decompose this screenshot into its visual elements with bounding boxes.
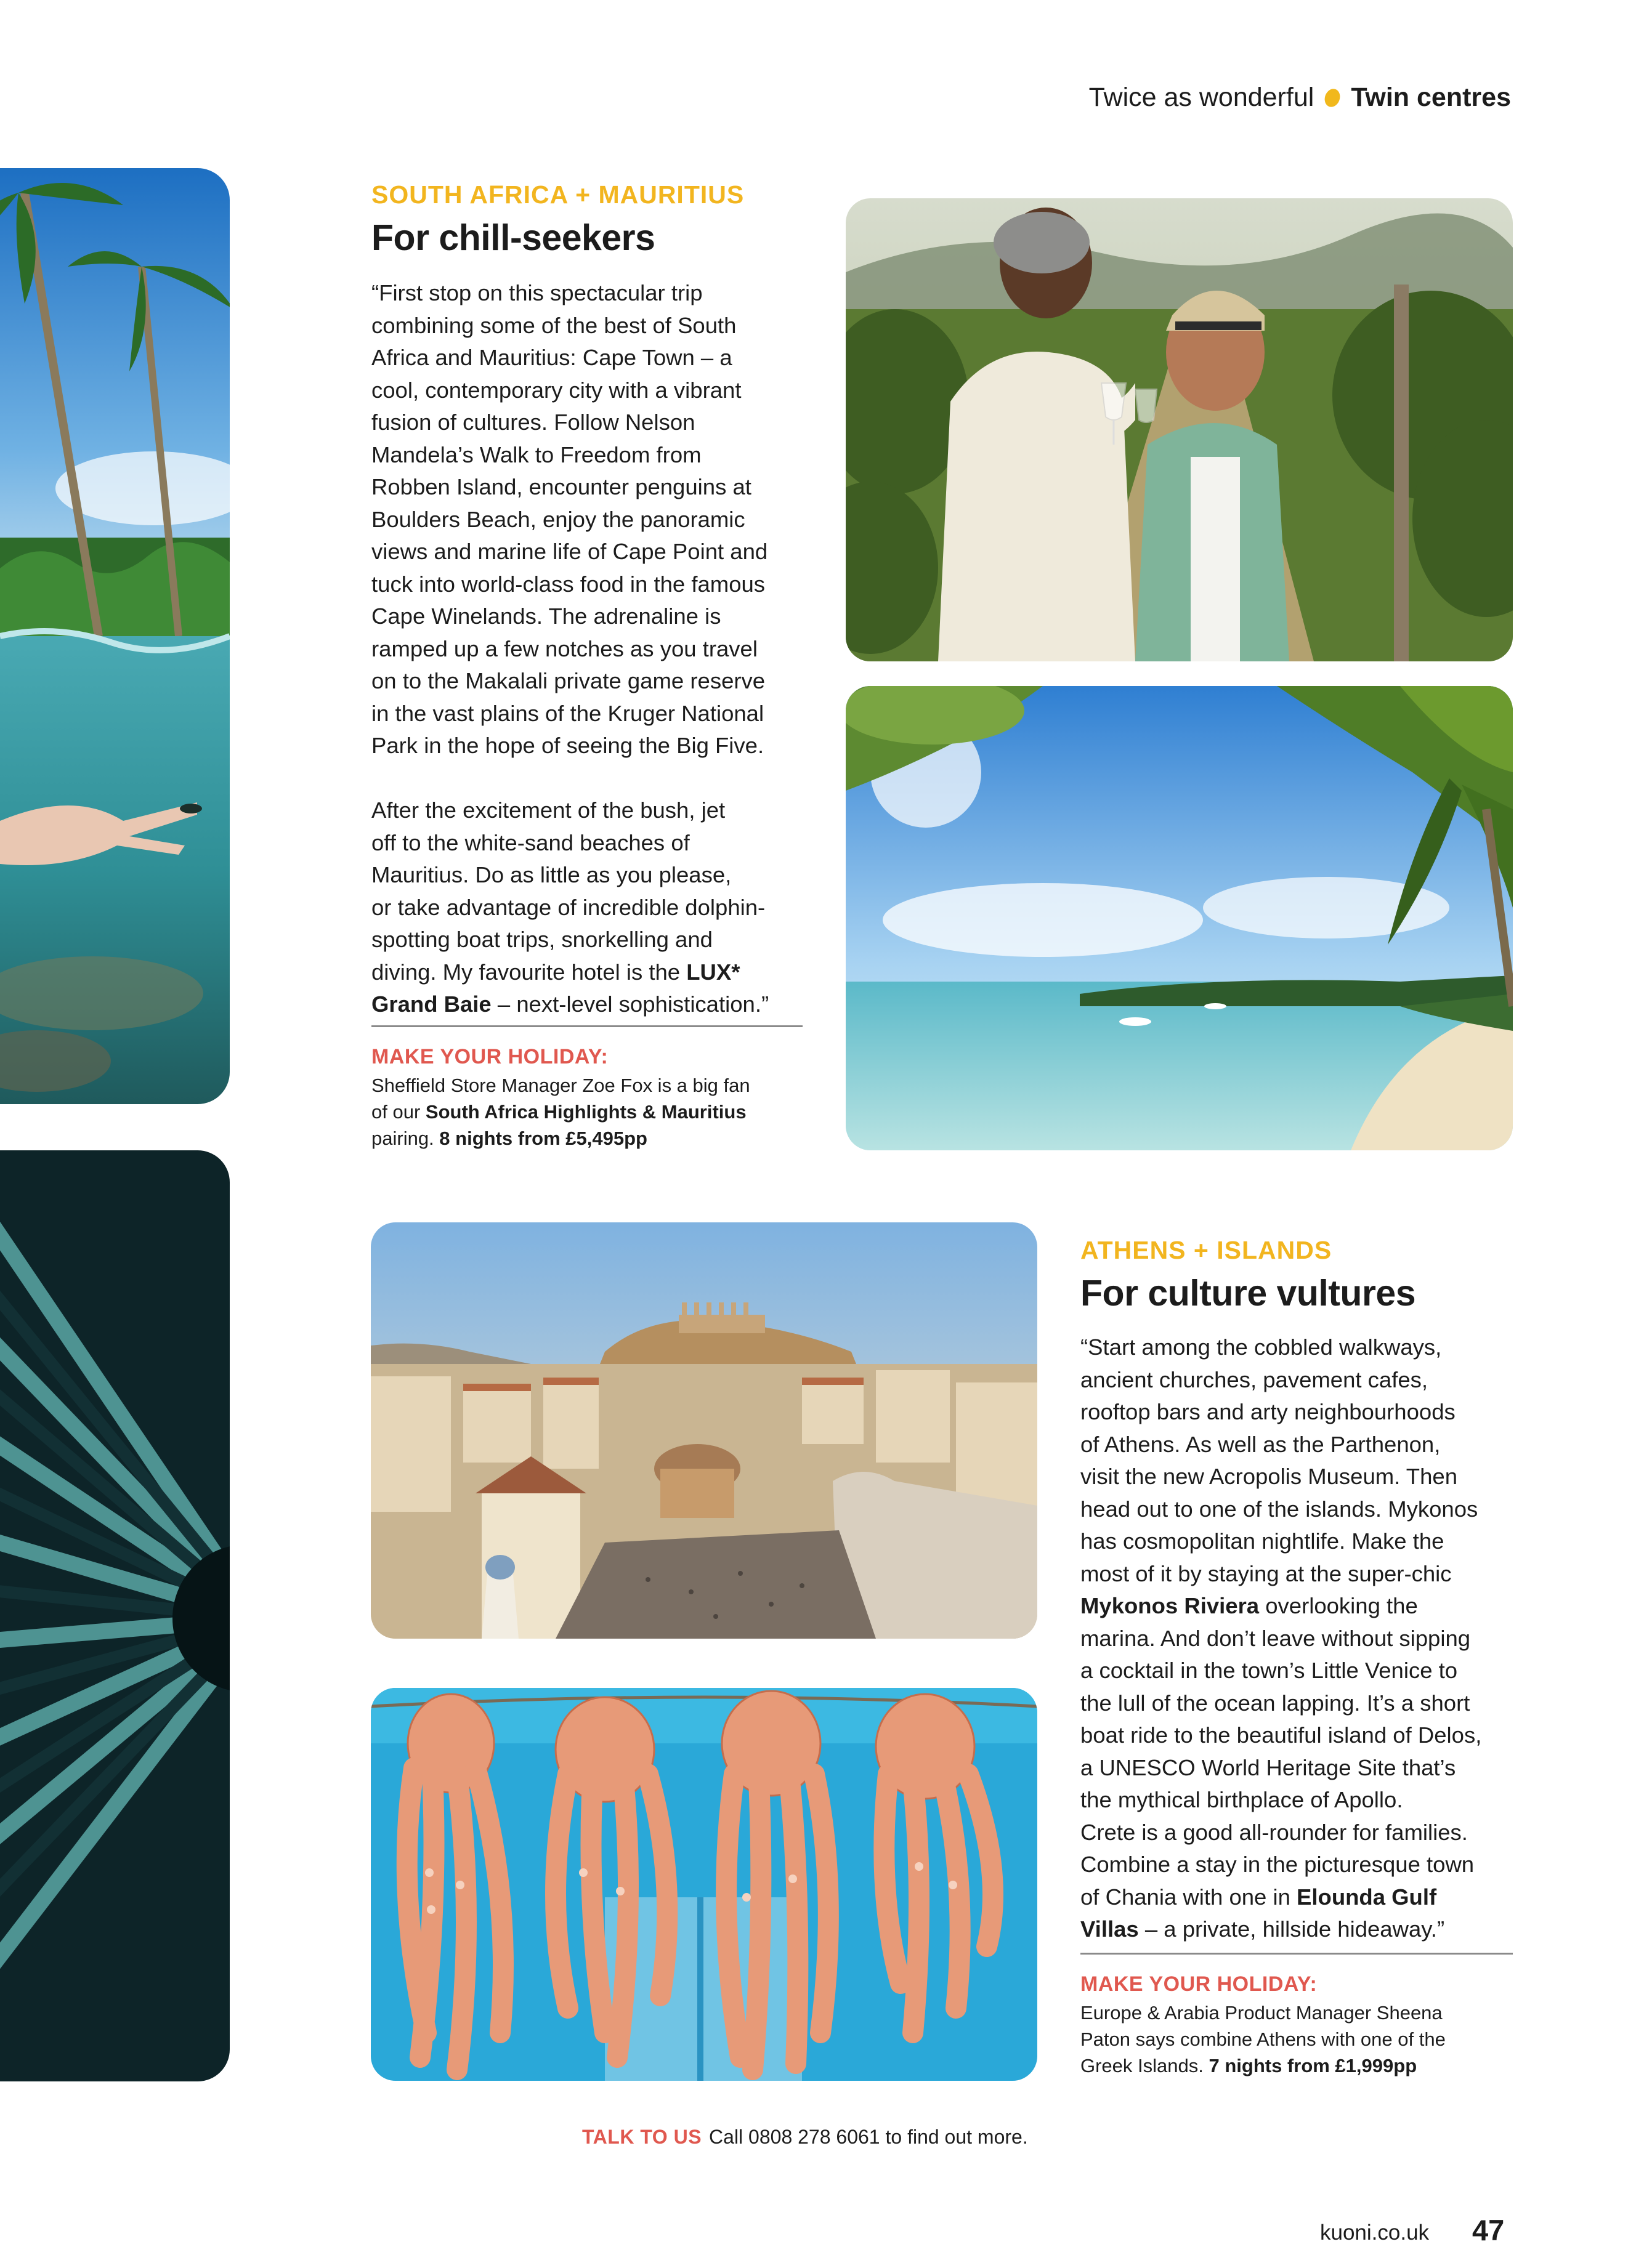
body-line <box>371 988 815 1021</box>
make-holiday-line <box>1080 2052 1524 2079</box>
make-holiday-heading: MAKE YOUR HOLIDAY: <box>371 1045 609 1068</box>
body-line: spotting boat trips, snorkelling and <box>371 927 713 952</box>
body-line: Park in the hope of seeing the Big Five. <box>371 733 764 758</box>
south-africa-headline: For chill-seekers <box>371 217 655 258</box>
palm-beach-snorkel-photo <box>0 168 230 1104</box>
body-line: visit the new Acropolis Museum. Then <box>1080 1464 1457 1489</box>
divider <box>371 1025 803 1027</box>
body-line <box>371 956 815 989</box>
body-line: ancient churches, pavement cafes, <box>1080 1366 1428 1392</box>
hotel-name: Elounda Gulf <box>1297 1884 1437 1910</box>
body-line-text: – a private, hillside hideaway.” <box>1138 1916 1445 1942</box>
athens-body <box>1080 1331 1524 1946</box>
page-number: 47 <box>1472 2214 1505 2246</box>
body-line: Crete is a good all-rounder for families. <box>1080 1819 1468 1845</box>
topic-label: Twin centres <box>1351 83 1511 112</box>
body-line: ramped up a few notches as you travel <box>371 636 758 661</box>
talk-to-us-label: TALK TO US <box>582 2126 702 2148</box>
body-line <box>1080 1881 1524 1914</box>
body-line: the lull of the ocean lapping. It’s a short <box>1080 1690 1470 1716</box>
body-line-text: diving. My favourite hotel is the <box>371 959 687 985</box>
talk-to-us <box>582 2126 1028 2149</box>
body-line: Boulders Beach, enjoy the panoramic <box>371 506 745 532</box>
holiday-price: 7 nights from £1,999pp <box>1209 2055 1417 2076</box>
body-line: Mauritius. Do as little as you please, <box>371 862 732 887</box>
body-line: boat ride to the beautiful island of Delos, <box>1080 1722 1482 1748</box>
body-line: marina. And don’t leave without sipping <box>1080 1625 1471 1651</box>
body-line: Combine a stay in the picturesque town <box>1080 1852 1475 1877</box>
make-holiday-text <box>371 1072 815 1152</box>
make-holiday-text <box>1080 2000 1524 2079</box>
holiday-price: 8 nights from £5,495pp <box>439 1128 647 1149</box>
athens-headline: For culture vultures <box>1080 1273 1416 1314</box>
body-line: Africa and Mauritius: Cape Town – a <box>371 345 732 370</box>
hotel-name: Mykonos Riviera <box>1080 1593 1260 1618</box>
hotel-name: LUX* <box>686 959 740 985</box>
body-line <box>1080 1913 1524 1946</box>
bullet-dot-icon <box>1322 86 1343 108</box>
body-line: in the vast plains of the Kruger National <box>371 700 764 726</box>
running-head <box>1089 83 1511 113</box>
make-holiday-line <box>371 1125 815 1152</box>
body-line: a UNESCO World Heritage Site that’s <box>1080 1754 1456 1780</box>
make-holiday-line: Paton says combine Athens with one of the <box>1080 2028 1446 2050</box>
make-holiday-line <box>371 1099 815 1125</box>
athens-kicker: ATHENS + ISLANDS <box>1080 1236 1332 1264</box>
body-line: combining some of the best of South <box>371 312 737 338</box>
body-line: Mandela’s Walk to Freedom from <box>371 442 702 467</box>
body-line-text: of Chania with one in <box>1080 1884 1297 1910</box>
holiday-package-name: South Africa Highlights & Mauritius <box>425 1101 747 1123</box>
body-line: tuck into world-class food in the famous <box>371 571 766 597</box>
body-line: cool, contemporary city with a vibrant <box>371 377 742 403</box>
athens-acropolis-photo <box>371 1222 1037 1639</box>
octopus-drying-photo <box>371 1688 1037 2081</box>
website-link[interactable]: kuoni.co.uk <box>1320 2221 1430 2245</box>
make-holiday-line-text: Greek Islands. <box>1080 2055 1209 2076</box>
body-line: “Start among the cobbled walkways, <box>1080 1334 1442 1360</box>
couple-vineyard-photo <box>846 198 1513 661</box>
paragraph-gap <box>371 762 815 795</box>
hotel-name: Villas <box>1080 1916 1139 1942</box>
body-line: off to the white-sand beaches of <box>371 829 690 855</box>
body-line: of Athens. As well as the Parthenon, <box>1080 1431 1441 1457</box>
make-holiday-line-text: pairing. <box>371 1128 440 1149</box>
body-line: or take advantage of incredible dolphin- <box>371 894 766 920</box>
body-line: rooftop bars and arty neighbourhoods <box>1080 1399 1456 1424</box>
make-holiday-line: Sheffield Store Manager Zoe Fox is a big fan <box>371 1075 750 1096</box>
body-line: head out to one of the islands. Mykonos <box>1080 1496 1478 1522</box>
south-africa-body <box>371 277 815 1021</box>
body-line: has cosmopolitan nightlife. Make the <box>1080 1528 1444 1554</box>
body-line: fusion of cultures. Follow Nelson <box>371 410 695 435</box>
body-line-text: overlooking the <box>1259 1593 1418 1618</box>
make-holiday-line-text: of our <box>371 1101 426 1123</box>
hotel-name: Grand Baie <box>371 991 492 1017</box>
body-line-text: – next-level sophistication.” <box>491 991 769 1017</box>
body-line: “First stop on this spectacular trip <box>371 280 703 305</box>
make-holiday-line: Europe & Arabia Product Manager Sheena <box>1080 2002 1443 2024</box>
body-line: Cape Winelands. The adrenaline is <box>371 603 721 629</box>
south-africa-kicker: SOUTH AFRICA + MAURITIUS <box>371 180 745 209</box>
body-line: a cocktail in the town’s Little Venice to <box>1080 1658 1458 1683</box>
palm-frond-closeup-photo <box>0 1150 230 2081</box>
body-line: After the excitement of the bush, jet <box>371 797 726 823</box>
body-line: the mythical birthplace of Apollo. <box>1080 1787 1403 1812</box>
mauritius-beach-photo <box>846 686 1513 1150</box>
make-holiday-heading: MAKE YOUR HOLIDAY: <box>1080 1972 1318 1996</box>
phone-cta[interactable]: Call 0808 278 6061 to find out more. <box>709 2126 1028 2148</box>
divider <box>1080 1953 1513 1955</box>
body-line <box>1080 1590 1524 1623</box>
body-line: Robben Island, encounter penguins at <box>371 474 751 499</box>
body-line: views and marine life of Cape Point and <box>371 539 768 564</box>
section-label: Twice as wonderful <box>1088 83 1314 112</box>
body-line: on to the Makalali private game reserve <box>371 668 766 693</box>
body-line: most of it by staying at the super-chic <box>1080 1560 1452 1586</box>
